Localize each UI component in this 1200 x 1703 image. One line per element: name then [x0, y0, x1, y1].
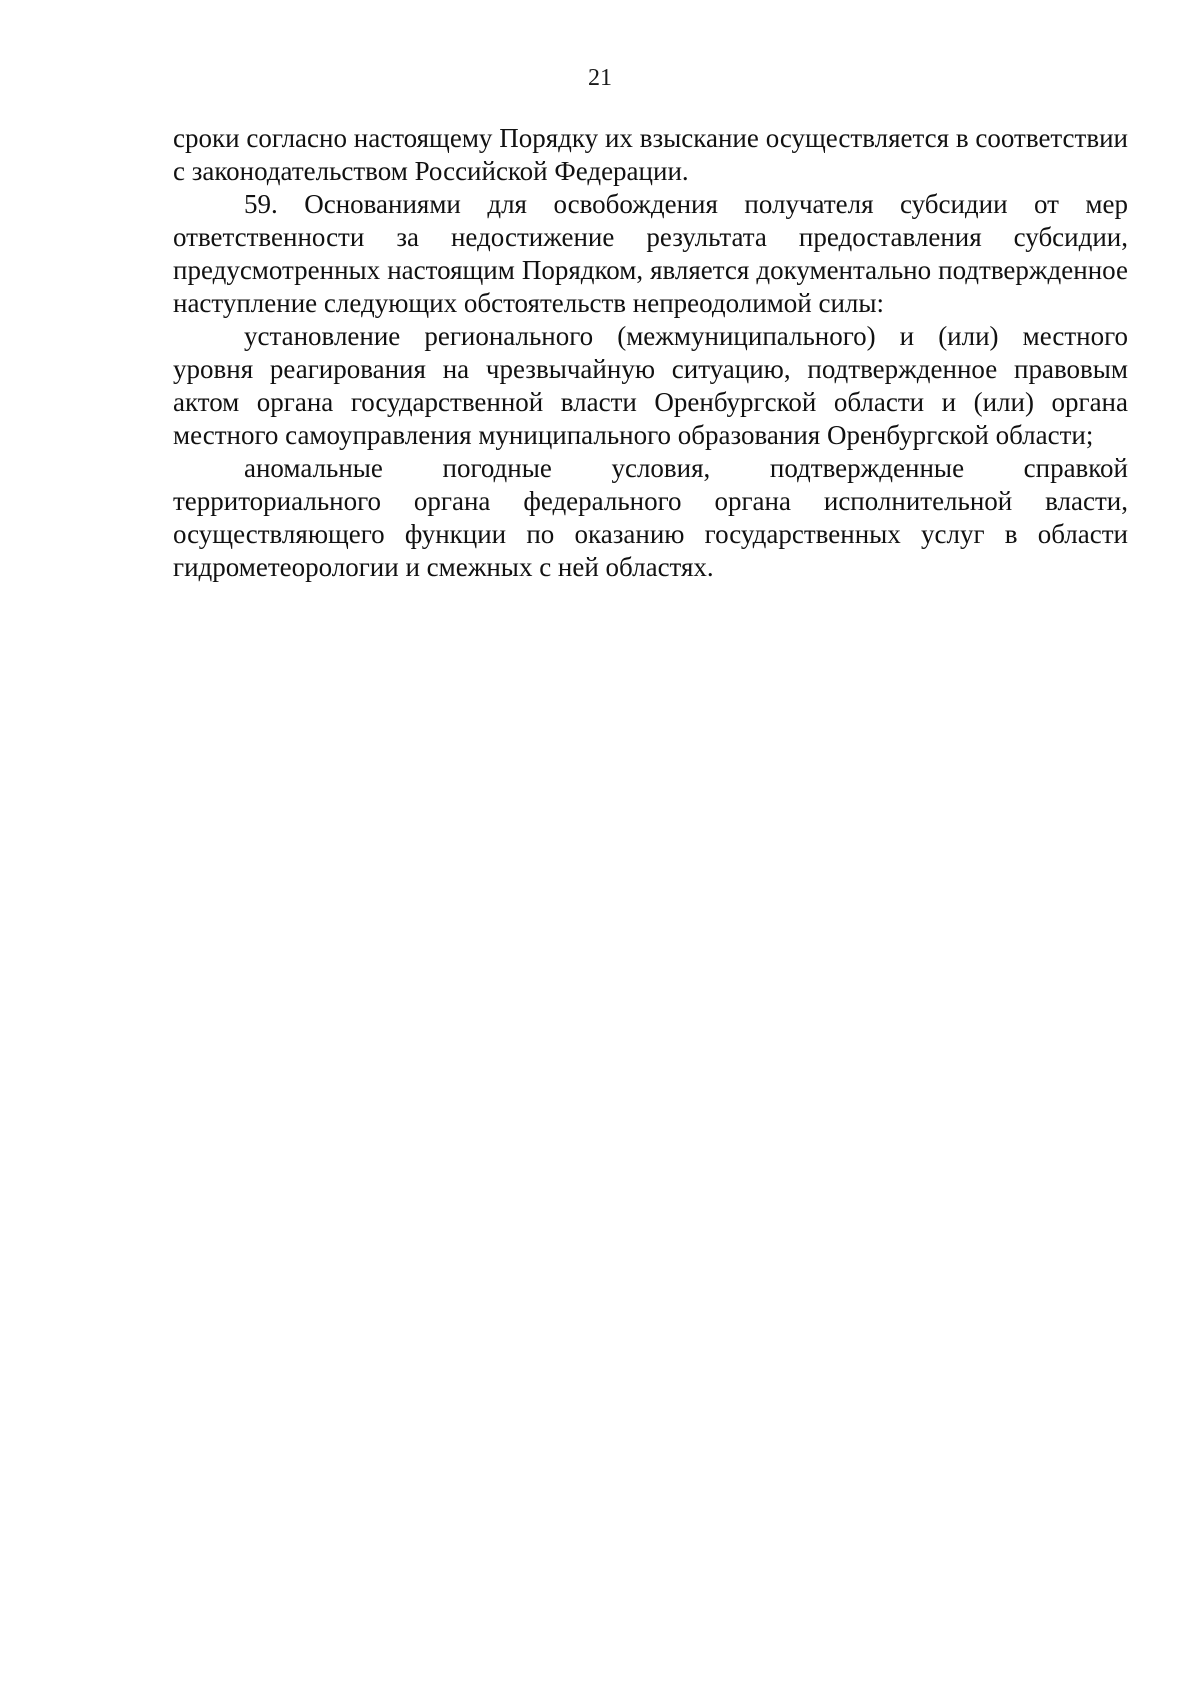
paragraph-abnormal-weather: аномальные погодные условия, подтвержденные справкой территориального органа федерального органа исполнительной власти, осуществляющего функции по оказанию государственных услуг в области гидрометеорологии и смежных с ней областях. [173, 453, 1128, 582]
page-number: 21 [588, 65, 612, 91]
paragraph-continuation: сроки согласно настоящему Порядку их взыскание осуществляется в соответствии с законодательством Российской Федерации. [173, 123, 1128, 186]
paragraph-emergency-situation: установление регионального (межмуниципального) и (или) местного уровня реагирования на чрезвычайную ситуацию, подтвержденное правовым актом органа государственной власти Оренбургской области и (или) органа местного самоуправления муниципального образования Оренбургской области; [173, 321, 1128, 450]
paragraph-item-59: 59. Основаниями для освобождения получателя субсидии от мер ответственности за недостижение результата предоставления субсидии, предусмотренных настоящим Порядком, является документально подтвержденное наступление следующих обстоятельств непреодолимой силы: [173, 189, 1128, 318]
document-body [173, 122, 1128, 584]
